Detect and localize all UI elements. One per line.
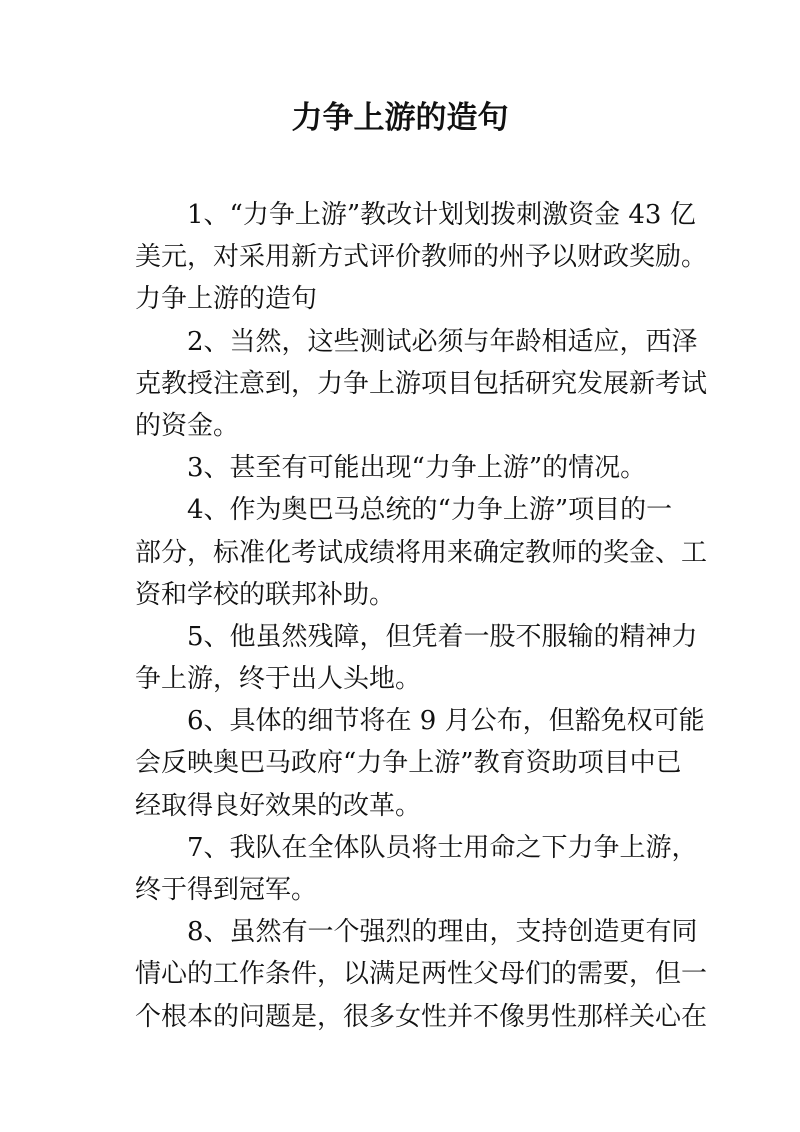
paragraph-2-line: 克教授注意到，力争上游项目包括研究发展新考试: [135, 368, 708, 399]
paragraph-7-line: 终于得到冠军。: [135, 875, 318, 905]
paragraph-5-line: 5、他虽然残障，但凭着一股不服输的精神力: [187, 621, 698, 652]
paragraph-1-line: 1、“力争上游”教改计划划拨刺激资金 43 亿: [187, 200, 696, 230]
paragraph-8-line: 情心的工作条件，以满足两性父母们的需要，但一: [135, 959, 708, 990]
paragraph-3-line: 3、甚至有可能出现“力争上游”的情况。: [187, 453, 647, 484]
paragraph-1-line: 美元，对采用新方式评价教师的州予以财政奖励。: [135, 242, 708, 273]
paragraph-4-line: 4、作为奥巴马总统的“力争上游”项目的一: [187, 495, 673, 526]
paragraph-2-line: 的资金。: [135, 410, 240, 441]
paragraph-6-line: 会反映奥巴马政府“力争上游”教育资助项目中已: [135, 748, 682, 779]
document-body: [135, 194, 708, 1038]
paragraph-2-line: 2、当然，这些测试必须与年龄相适应，西泽: [187, 326, 698, 357]
paragraph-6-line: 经取得良好效果的改革。: [135, 790, 422, 821]
paragraph-5-line: 争上游，终于出人头地。: [135, 664, 422, 695]
paragraph-4-line: 部分，标准化考试成绩将用来确定教师的奖金、工: [135, 537, 708, 568]
paragraph-8-line: 8、虽然有一个强烈的理由，支持创造更有同: [187, 917, 698, 948]
paragraph-6-line: 6、具体的细节将在 9 月公布，但豁免权可能: [187, 706, 705, 737]
paragraph-4-line: 资和学校的联邦补助。: [135, 579, 396, 610]
document-title: 力争上游的造句: [291, 100, 509, 136]
paragraph-7-line: 7、我队在全体队员将士用命之下力争上游，: [187, 832, 698, 863]
paragraph-8-line: 个根本的问题是，很多女性并不像男性那样关心在: [135, 1001, 708, 1032]
paragraph-1-line: 力争上游的造句: [135, 284, 318, 315]
